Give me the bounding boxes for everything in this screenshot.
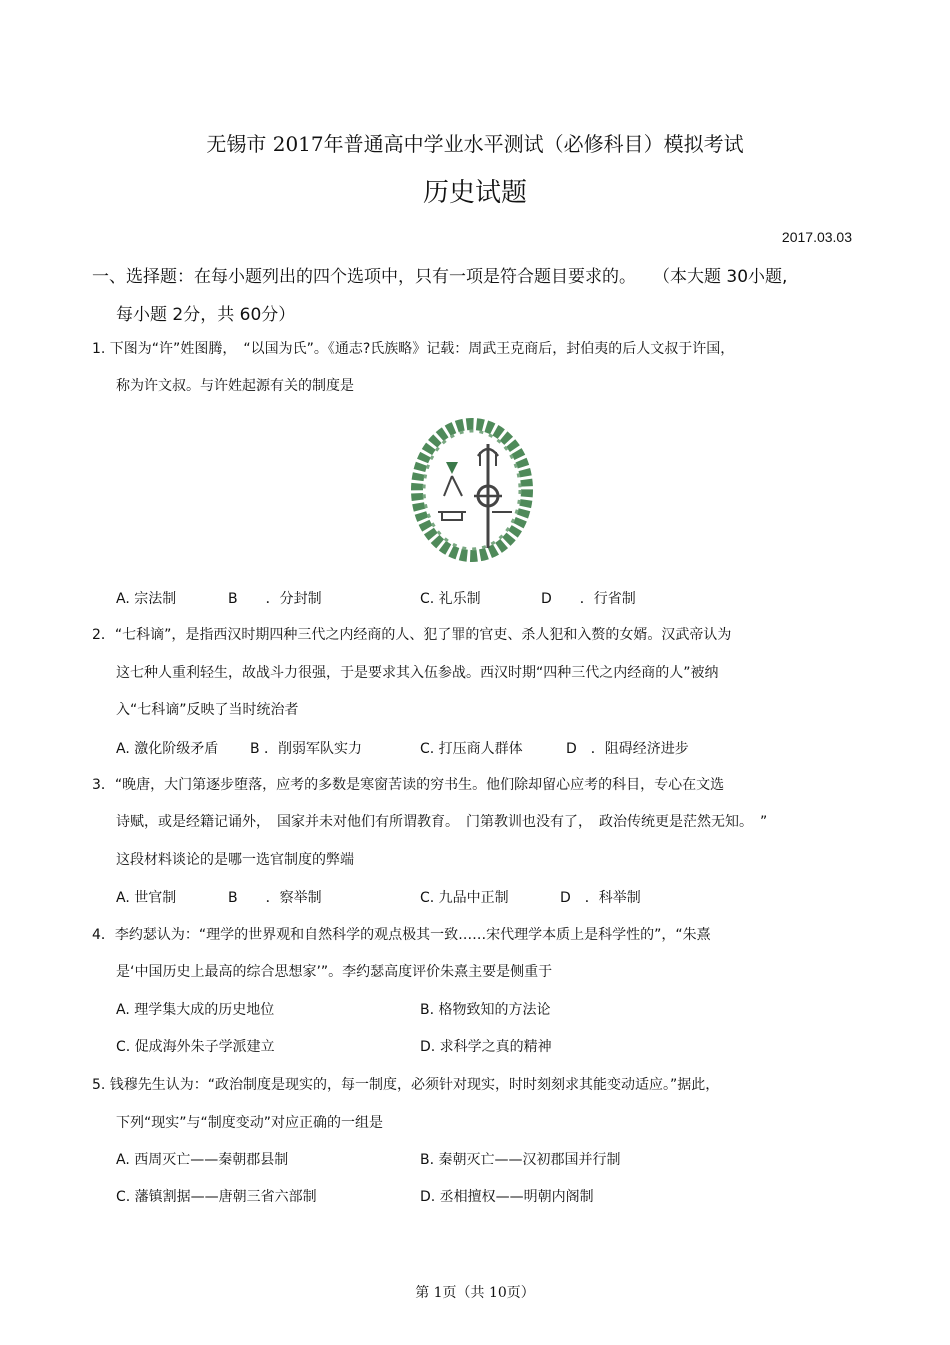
question-1-option-b[interactable]: B ．分封制 xyxy=(228,591,322,607)
emblem-figure xyxy=(444,476,462,496)
emblem-scale-left xyxy=(438,512,466,520)
emblem-triangle xyxy=(446,462,458,474)
question-2-line1: 2．“七科谪”，是指西汉时期四种三代之内经商的人、犯了罪的官吏、杀人犯和入赘的女婿。汉武帝认为 xyxy=(92,627,732,643)
page-footer: 第 1页（共 10页） xyxy=(415,1285,535,1301)
question-3-line2: 诗赋，或是经籍记诵外， 国家并未对他们有所谓教育。 门第教训也没有了， 政治传统更是茫然无知。 ” xyxy=(116,814,768,830)
question-1-option-a[interactable]: A. 宗法制 xyxy=(116,591,177,607)
question-1-line2: 称为许文叔。与许姓起源有关的制度是 xyxy=(116,378,354,394)
emblem-ring xyxy=(417,424,527,556)
question-3-option-c[interactable]: C. 九品中正制 xyxy=(420,890,509,906)
question-1-line1: 1. 下图为“许”姓图腾， “以国为氏”。《通志?氏族略》记载：周武王克商后，封伯夷的后人文叔于许国， xyxy=(92,341,735,357)
section-heading-line2: 每小题 2分，共 60分） xyxy=(116,305,296,325)
question-5-option-c[interactable]: C. 藩镇割据——唐朝三省六部制 xyxy=(116,1189,317,1205)
question-2-line2: 这七种人重利轻生，故战斗力很强，于是要求其入伍参战。西汉时期“四种三代之内经商的人”被纳 xyxy=(116,665,719,681)
exam-date: 2017.03.03 xyxy=(781,229,852,245)
question-3-line3: 这段材料谈论的是哪一选官制度的弊端 xyxy=(116,852,354,868)
question-1-option-c[interactable]: C. 礼乐制 xyxy=(420,591,481,607)
question-4-option-a[interactable]: A. 理学集大成的历史地位 xyxy=(116,1002,275,1018)
question-5-line2: 下列“现实”与“制度变动”对应正确的一组是 xyxy=(116,1115,384,1131)
question-2-option-a[interactable]: A. 激化阶级矛盾 xyxy=(116,741,219,757)
question-2-line3: 入“七科谪”反映了当时统治者 xyxy=(116,702,299,718)
question-3-option-d[interactable]: D ．科举制 xyxy=(560,890,641,906)
question-4-line2: 是‘中国历史上最高的综合思想家’”。李约瑟高度评价朱熹主要是侧重于 xyxy=(116,964,553,980)
question-4-option-c[interactable]: C. 促成海外朱子学派建立 xyxy=(116,1039,275,1055)
emblem-ring-inner xyxy=(424,431,520,549)
question-5-option-d[interactable]: D. 丞相擅权——明朝内阁制 xyxy=(420,1189,594,1205)
question-4-option-b[interactable]: B. 格物致知的方法论 xyxy=(420,1002,551,1018)
section-heading-line1: 一、选择题：在每小题列出的四个选项中，只有一项是符合题目要求的。 （本大题 30小题, xyxy=(92,267,788,287)
exam-title: 无锡市 2017年普通高中学业水平测试（必修科目）模拟考试 xyxy=(206,132,744,156)
question-2-option-b[interactable]: B ．削弱军队实力 xyxy=(250,741,363,757)
question-3-option-b[interactable]: B ．察举制 xyxy=(228,890,322,906)
question-2-option-c[interactable]: C. 打压商人群体 xyxy=(420,741,523,757)
exam-subtitle: 历史试题 xyxy=(422,178,527,208)
question-2-option-d[interactable]: D ．阻碍经济进步 xyxy=(566,741,689,757)
question-5-line1: 5. 钱穆先生认为：“政治制度是现实的，每一制度，必须针对现实，时时刻刻求其能变动适应。”据此， xyxy=(92,1077,720,1093)
question-1-option-d[interactable]: D ．行省制 xyxy=(541,591,636,607)
question-5-option-a[interactable]: A. 西周灭亡——秦朝郡县制 xyxy=(116,1152,289,1168)
xu-totem-emblem xyxy=(408,416,538,564)
question-3-line1: 3．“晚唐，大门第逐步堕落，应考的多数是寒窗苦读的穷书生。他们除却留心应考的科目，专心在文选 xyxy=(92,777,725,793)
question-3-option-a[interactable]: A. 世官制 xyxy=(116,890,177,906)
question-4-line1: 4．李约瑟认为：“理学的世界观和自然科学的观点极其一致……宋代理学本质上是科学性的”，“朱熹 xyxy=(92,927,711,943)
question-5-option-b[interactable]: B. 秦朝灭亡——汉初郡国并行制 xyxy=(420,1152,621,1168)
question-4-option-d[interactable]: D. 求科学之真的精神 xyxy=(420,1039,552,1055)
